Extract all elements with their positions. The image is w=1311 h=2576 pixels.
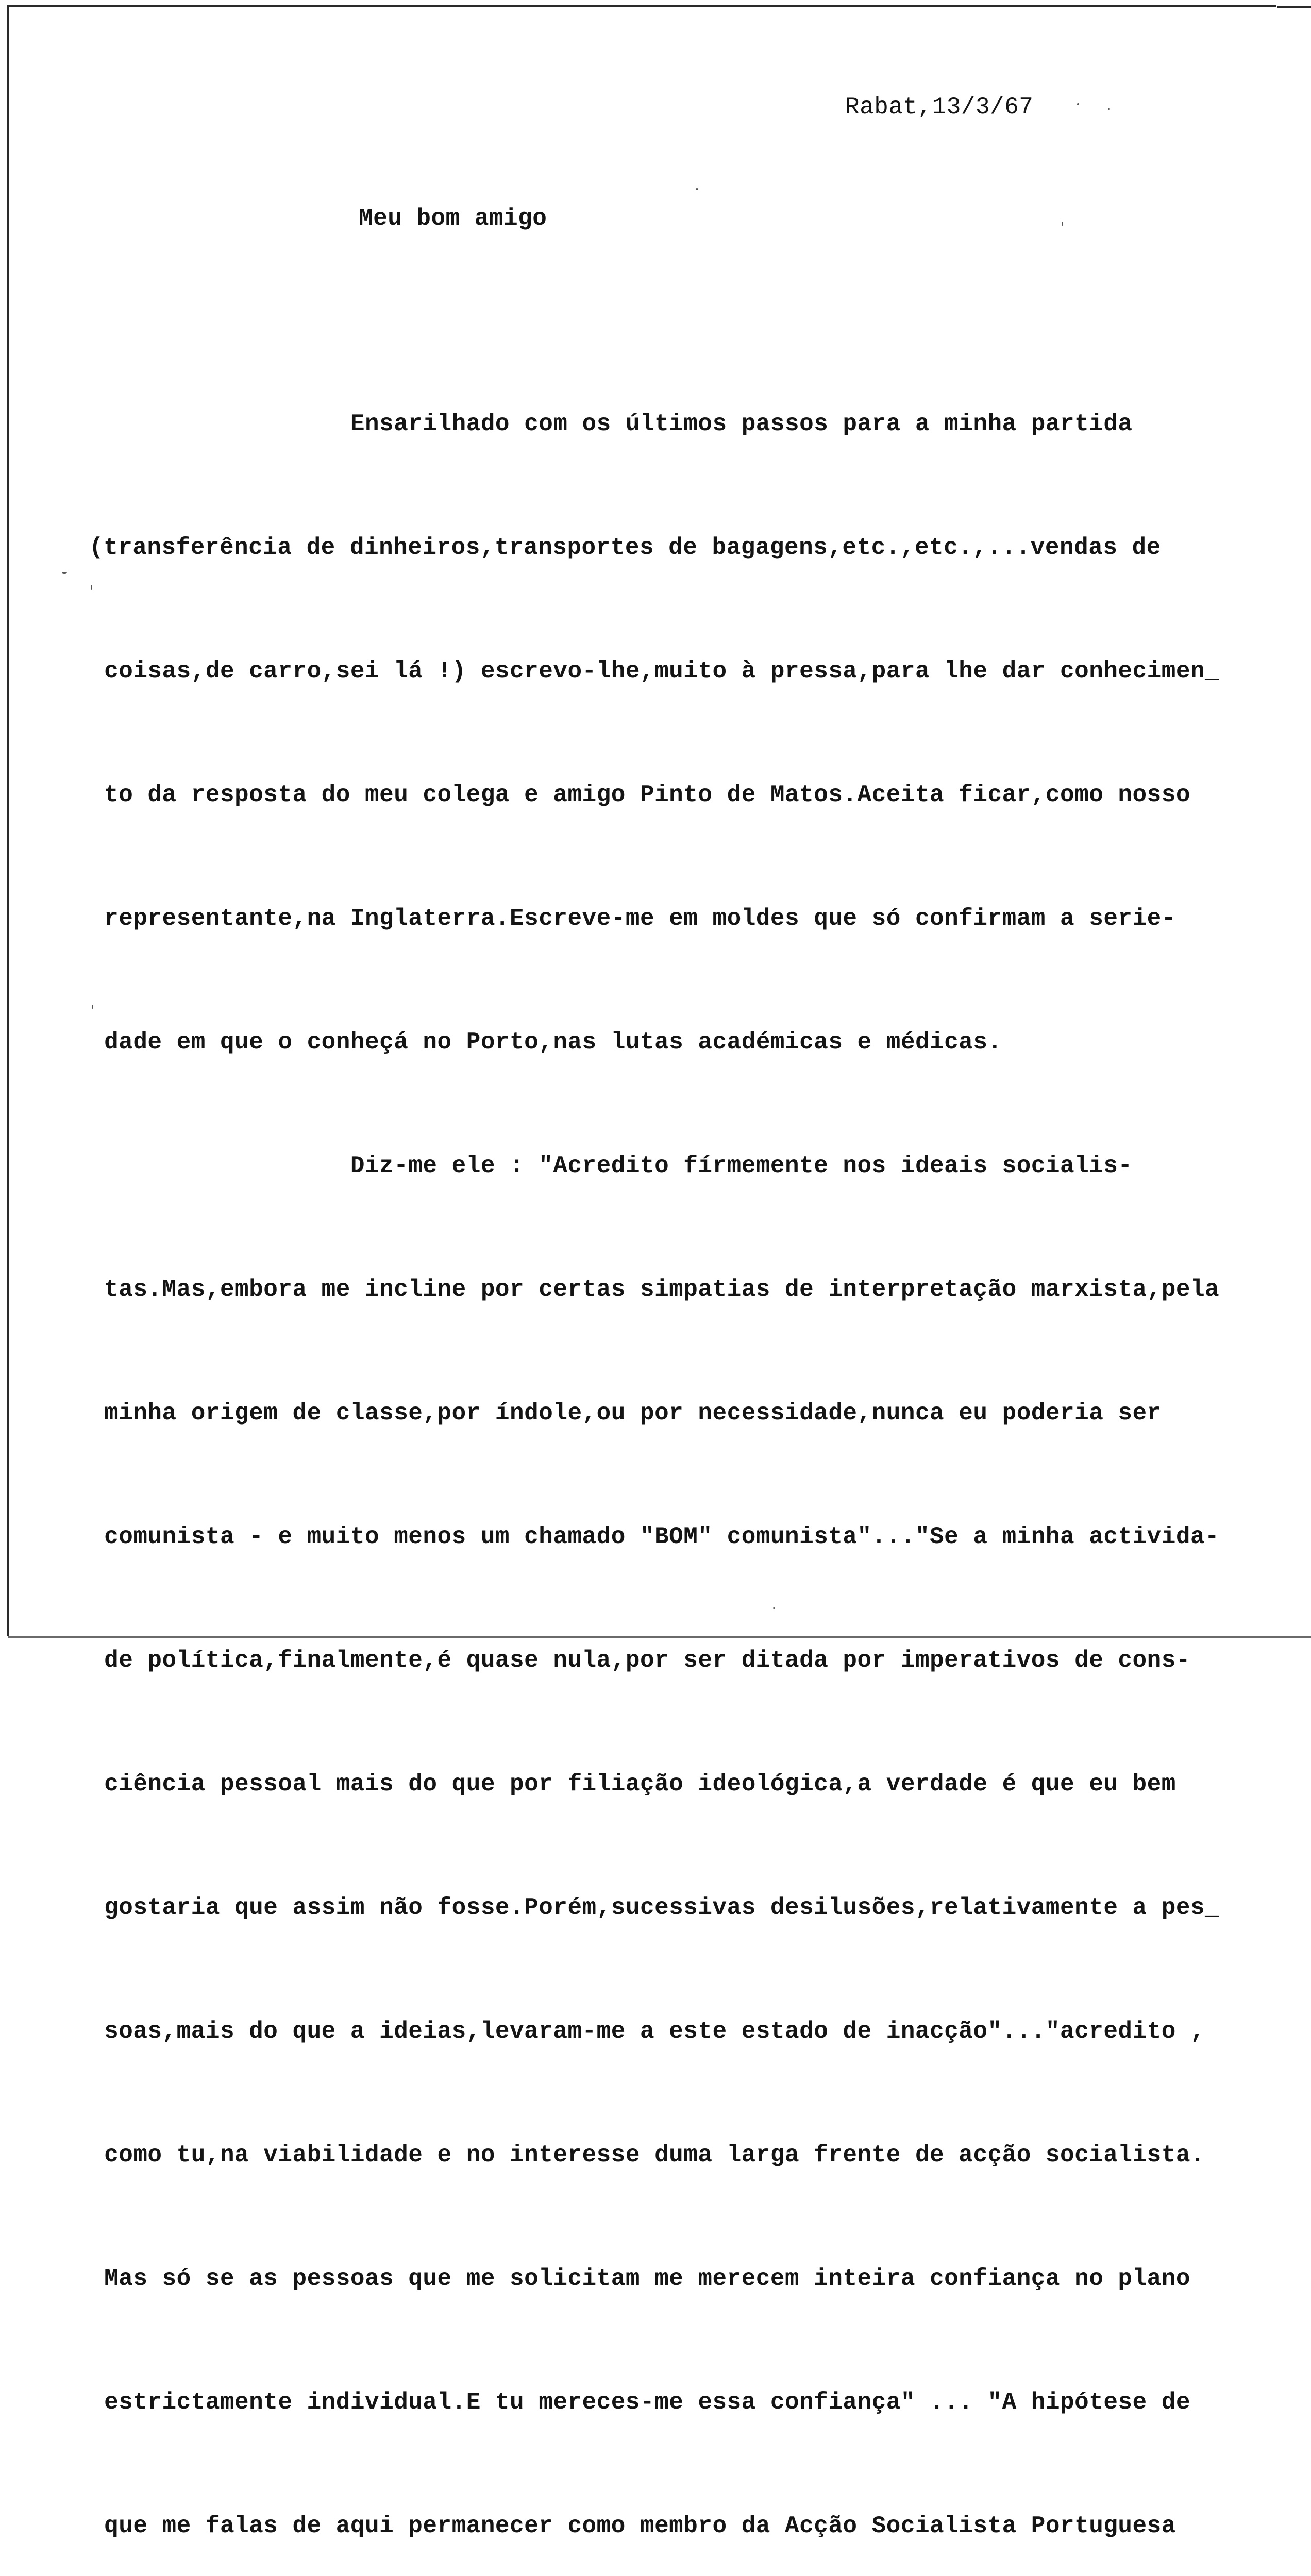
letter-line: dade em que o conheçá no Porto,nas lutas académicas e médicas. <box>90 1029 1002 1056</box>
letter-line: representante,na Inglaterra.Escreve-me em moldes que só confirmam a serie- <box>90 905 1176 932</box>
letter-date: Rabat,13/3/67 <box>845 94 1034 121</box>
letter-line: Mas só se as pessoas que me solicitam me merecem inteira confiança no plano <box>90 2265 1190 2292</box>
letter-body <box>90 321 1219 2576</box>
letter-line: tas.Mas,embora me incline por certas simpatias de interpretação marxista,pela <box>90 1276 1220 1303</box>
scan-speck <box>1108 108 1110 110</box>
page-border-top <box>8 5 1276 7</box>
letter-line: de política,finalmente,é quase nula,por ser ditada por imperativos de cons- <box>90 1647 1190 1674</box>
letter-line: que me falas de aqui permanecer como membro da Acção Socialista Portuguesa <box>90 2513 1176 2539</box>
page-border-left <box>7 5 9 1636</box>
page-border-top-right <box>1277 6 1311 8</box>
letter-line: to da resposta do meu colega e amigo Pinto de Matos.Aceita ficar,como nosso <box>90 782 1190 808</box>
letter-line: (transferência de dinheiros,transportes de bagagens,etc.,etc.,...vendas de <box>89 534 1161 561</box>
letter-line: Ensarilhado com os últimos passos para a minha partida <box>90 411 1133 437</box>
scan-speck <box>696 188 698 190</box>
scan-speck <box>62 572 67 574</box>
letter-line: como tu,na viabilidade e no interesse duma larga frente de acção socialista. <box>90 2142 1205 2168</box>
letter-line: Diz-me ele : "Acredito fírmemente nos ideais socialis- <box>90 1153 1133 1179</box>
letter-line: coisas,de carro,sei lá !) escrevo-lhe,muito à pressa,para lhe dar conhecimen_ <box>90 658 1220 685</box>
scan-speck <box>773 1607 775 1609</box>
letter-line: gostaria que assim não fosse.Porém,sucessivas desilusões,relativamente a pes_ <box>90 1894 1220 1921</box>
letter-line: minha origem de classe,por índole,ou por necessidade,nunca eu poderia ser <box>90 1400 1162 1427</box>
letter-line: ciência pessoal mais do que por filiação ideológica,a verdade é que eu bem <box>90 1771 1176 1798</box>
letter-line: comunista - e muito menos um chamado "BOM" comunista"..."Se a minha activida- <box>90 1523 1220 1550</box>
letter-line: soas,mais do que a ideias,levaram-me a este estado de inacção"..."acredito , <box>90 2018 1205 2045</box>
scan-speck <box>1062 222 1063 226</box>
letter-salutation: Meu bom amigo <box>359 205 547 232</box>
scan-speck <box>1077 103 1079 105</box>
letter-line: estrictamente individual.E tu mereces-me essa confiança" ... "A hipótese de <box>90 2389 1190 2416</box>
scan-speck <box>92 1005 93 1009</box>
scan-speck <box>91 585 92 590</box>
